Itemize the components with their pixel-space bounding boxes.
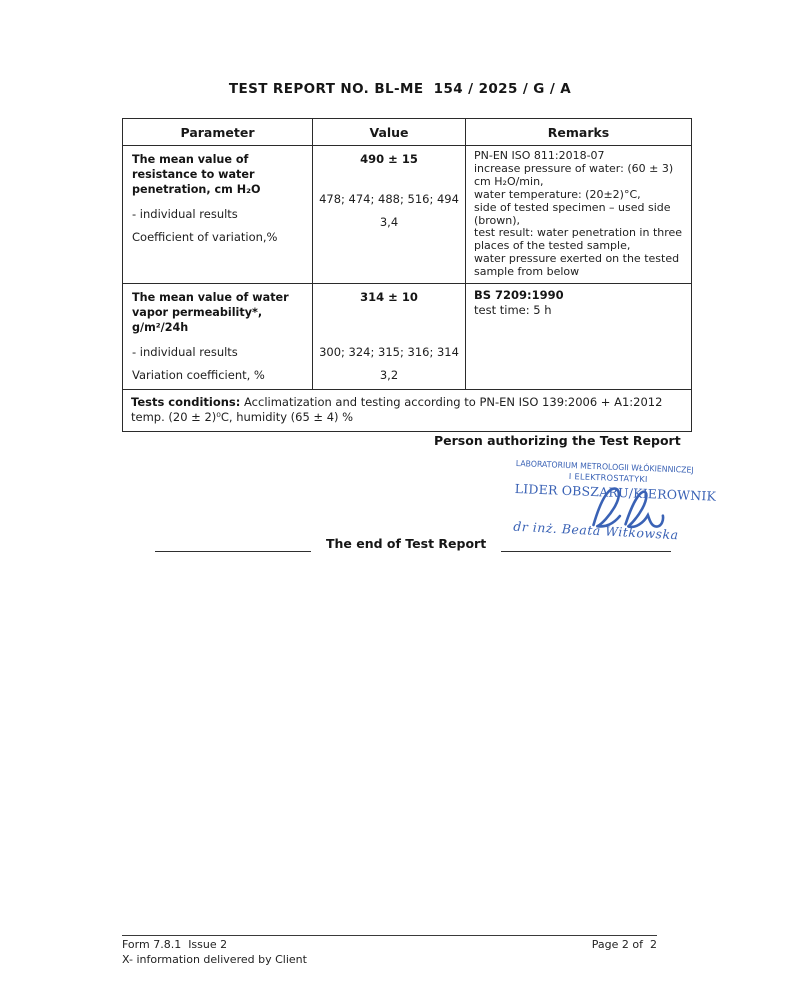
variation-value: 3,4 bbox=[379, 215, 399, 229]
individual-results: 300; 324; 315; 316; 314 bbox=[319, 345, 459, 360]
stamp-line-1: LABORATORIUM METROLOGII WŁÓKIENNICZEJ bbox=[515, 458, 694, 475]
tests-conditions-row bbox=[123, 390, 691, 431]
authorizing-label: Person authorizing the Test Report bbox=[434, 433, 681, 448]
parameter-subrow: - individual results bbox=[132, 207, 238, 221]
table-row bbox=[123, 146, 691, 284]
parameter-name: The mean value of resistance to water penetration, cm H₂O bbox=[132, 153, 261, 196]
individual-results: 478; 474; 488; 516; 494 bbox=[319, 192, 459, 206]
table-row bbox=[123, 284, 691, 390]
page-footer bbox=[122, 935, 657, 966]
rule-segment bbox=[501, 538, 671, 552]
signer-name: dr inż. Beata Witkowska bbox=[512, 518, 679, 543]
column-header-parameter: Parameter bbox=[123, 119, 313, 145]
parameter-subrow: Coefficient of variation,% bbox=[132, 230, 278, 244]
remarks-line: increase pressure of water: (60 ± 3) cm H₂O/min, bbox=[474, 161, 674, 188]
laboratory-stamp bbox=[512, 458, 717, 543]
column-header-value: Value bbox=[313, 119, 466, 145]
value-cell bbox=[313, 284, 466, 389]
mean-value: 314 ± 10 bbox=[360, 290, 418, 305]
page-title: TEST REPORT NO. BL-ME 154 / 2025 / G / A bbox=[228, 81, 572, 97]
remarks-cell bbox=[466, 284, 691, 389]
rule-segment bbox=[155, 538, 311, 552]
standard-reference: BS 7209:1990 bbox=[474, 288, 564, 303]
table-header-row bbox=[123, 119, 691, 146]
tests-conditions-label: Tests conditions: bbox=[131, 395, 241, 410]
parameter-name: The mean value of water vapor permeability*, g/m²/24h bbox=[132, 291, 289, 335]
remarks-line: side of tested specimen – used side (brown), bbox=[474, 200, 671, 227]
mean-value: 490 ± 15 bbox=[360, 152, 418, 166]
remarks-line: water temperature: (20±2)°C, bbox=[474, 187, 641, 201]
remarks-line: water pressure exerted on the tested sample from below bbox=[474, 252, 680, 279]
tests-conditions-line1 bbox=[131, 395, 683, 410]
tests-conditions-text: Acclimatization and testing according to PN-EN ISO 139:2006 + A1:2012 bbox=[240, 395, 663, 410]
remarks-line: test time: 5 h bbox=[474, 303, 552, 318]
remarks-line: test result: water penetration in three places of the tested sample, bbox=[474, 226, 683, 253]
variation-value: 3,2 bbox=[379, 368, 399, 383]
value-cell bbox=[313, 146, 466, 283]
stamp-line-2: I ELEKTROSTATYKI bbox=[568, 471, 648, 485]
end-of-report-label: The end of Test Report bbox=[326, 536, 487, 551]
column-header-remarks: Remarks bbox=[547, 125, 610, 140]
parameter-cell bbox=[123, 284, 313, 389]
parameter-cell bbox=[123, 146, 313, 283]
parameter-subrow: Variation coefficient, % bbox=[132, 368, 265, 383]
stamp-line-3: LIDER OBSZARU/KIEROWNIK bbox=[514, 480, 717, 504]
remarks-line: PN-EN ISO 811:2018-07 bbox=[474, 149, 605, 162]
tests-conditions-line2: temp. (20 ± 2)⁰C, humidity (65 ± 4) % bbox=[131, 410, 354, 425]
results-table bbox=[122, 118, 692, 432]
form-number: Form 7.8.1 Issue 2 bbox=[122, 938, 228, 951]
page-number: Page 2 of 2 bbox=[591, 938, 657, 951]
parameter-subrow: - individual results bbox=[132, 345, 238, 360]
remarks-cell bbox=[466, 146, 691, 283]
end-of-report-line bbox=[122, 536, 692, 552]
footer-note: X- information delivered by Client bbox=[122, 953, 307, 966]
